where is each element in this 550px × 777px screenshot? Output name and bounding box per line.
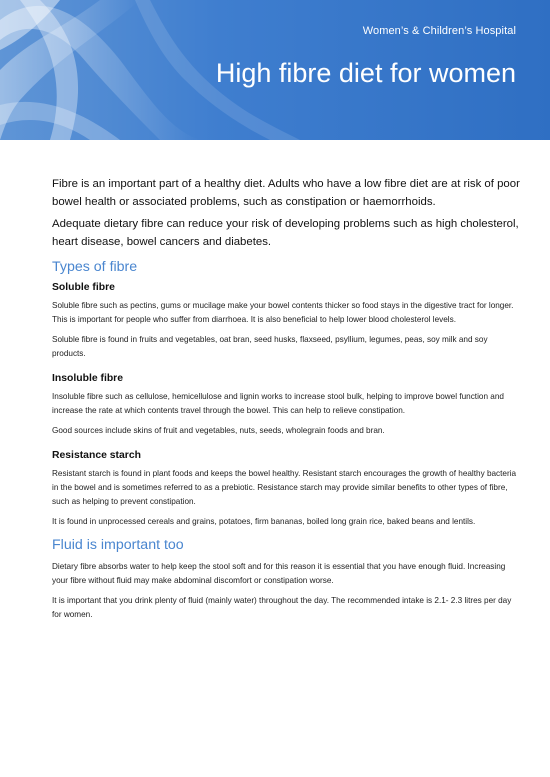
- insoluble-fibre-paragraph-2: Good sources include skins of fruit and vegetables, nuts, seeds, wholegrain foods and bran.: [52, 426, 385, 435]
- fluid-paragraph-2: It is important that you drink plenty of fluid (mainly water) throughout the day. The recommended intake is 2.1- 2.3 litres per day for women.: [52, 596, 512, 619]
- main-content: [52, 175, 520, 628]
- page-title: High fibre diet for women: [215, 58, 516, 88]
- intro-paragraph-2: Adequate dietary fibre can reduce your risk of developing problems such as high cholesterol, heart disease, bowel cancers and diabetes.: [52, 218, 519, 248]
- fluid-heading: Fluid is important too: [52, 537, 184, 553]
- header-banner: [0, 0, 550, 140]
- soluble-fibre-heading: Soluble fibre: [52, 282, 115, 293]
- soluble-fibre-paragraph-2: Soluble fibre is found in fruits and vegetables, oat bran, seed husks, flaxseed, psyllium, legumes, peas, soy milk and soy products.: [52, 335, 488, 358]
- insoluble-fibre-heading: Insoluble fibre: [52, 373, 124, 384]
- fluid-paragraph-1: Dietary fibre absorbs water to help keep the stool soft and for this reason it is essential that you have enough fluid. Increasing your fibre without fluid may make abdominal discomfort or constipation worse.: [52, 562, 506, 585]
- soluble-fibre-paragraph-1: Soluble fibre such as pectins, gums or mucilage make your bowel contents thicker so food stays in the digestive tract for longer. This is important for people who suffer from diarrhoea. It is also beneficial to help lower blood cholesterol levels.: [52, 301, 514, 324]
- intro-paragraph-1: Fibre is an important part of a healthy diet. Adults who have a low fibre diet are at risk of poor bowel health or associated problems, such as constipation or haemorrhoids.: [52, 178, 520, 208]
- resistance-starch-heading: Resistance starch: [52, 450, 141, 461]
- resistance-starch-paragraph-1: Resistant starch is found in plant foods and keeps the bowel healthy. Resistant starch encourages the growth of healthy bacteria in the bowel and is sometimes referred to as a prebiotic. Resistance starch may provide similar benefits to other types of fibre, such as helping to prevent constipation.: [52, 469, 517, 506]
- organization-name: Women’s & Children’s Hospital: [362, 25, 516, 37]
- types-of-fibre-heading: Types of fibre: [52, 259, 138, 275]
- resistance-starch-paragraph-2: It is found in unprocessed cereals and grains, potatoes, firm bananas, boiled long grain rice, baked beans and lentils.: [52, 517, 476, 526]
- insoluble-fibre-paragraph-1: Insoluble fibre such as cellulose, hemicellulose and lignin works to increase stool bulk, helping to improve bowel function and increase the rate at which contents travel through the bowel. This can help to relieve constipation.: [52, 392, 504, 415]
